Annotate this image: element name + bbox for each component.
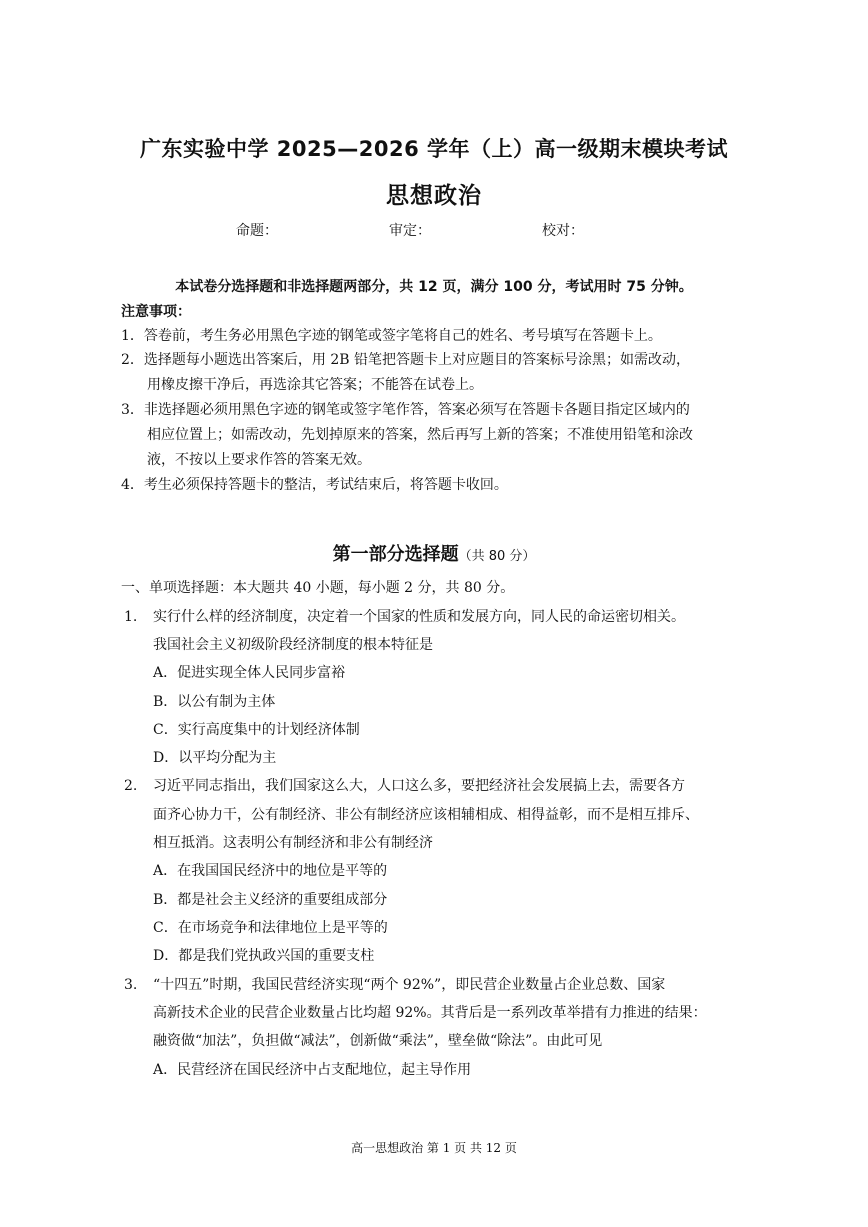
note-line: 2．选择题每小题选出答案后，用 2B 铅笔把答题卡上对应题目的答案标号涂黑；如需改动， <box>121 352 691 368</box>
note-line: 相应位置上；如需改动，先划掉原来的答案，然后再写上新的答案；不准使用铅笔和涂改 <box>147 427 693 443</box>
proofreader-label: 校对： <box>542 223 584 239</box>
option-b: B．都是社会主义经济的重要组成部分 <box>153 892 388 908</box>
note-line: 1．答卷前，考生务必用黑色字迹的钢笔或签字笔将自己的姓名、考号填写在答题卡上。 <box>121 328 662 344</box>
option-d: D．都是我们党执政兴国的重要支柱 <box>153 948 375 964</box>
reviewer-label: 审定： <box>389 223 431 239</box>
option-d: D．以平均分配为主 <box>153 750 277 766</box>
exam-title: 广东实验中学 2025—2026 学年（上）高一级期末模块考试 <box>139 137 728 161</box>
note-line: 用橡皮擦干净后，再选涂其它答案；不能答在试卷上。 <box>147 377 483 393</box>
option-a: A．促进实现全体人民同步富裕 <box>153 665 346 681</box>
question-number: 3. <box>124 977 138 993</box>
section-score: （共 80 分） <box>458 549 536 564</box>
setter-label: 命题： <box>236 223 278 239</box>
exam-intro: 本试卷分选择题和非选择题两部分，共 12 页，满分 100 分，考试用时 75 分钟。 <box>175 279 693 295</box>
question-stem-line: 高新技术企业的民营企业数量占比均超 92%。其背后是一系列改革举措有力推进的结果： <box>153 1005 707 1021</box>
notes-title: 注意事项： <box>121 304 191 320</box>
note-line: 4．考生必须保持答题卡的整洁，考试结束后，将答题卡收回。 <box>121 477 508 493</box>
page-footer: 高一思想政治 第 1 页 共 12 页 <box>351 1141 517 1155</box>
question-stem-line: 面齐心协力干，公有制经济、非公有制经济应该相辅相成、相得益彰，而不是相互排斥、 <box>153 807 699 823</box>
question-stem-line: 实行什么样的经济制度，决定着一个国家的性质和发展方向，同人民的命运密切相关。 <box>153 609 685 625</box>
question-stem-line: 我国社会主义初级阶段经济制度的根本特征是 <box>153 637 433 653</box>
section-instruction: 一、单项选择题：本大题共 40 小题，每小题 2 分，共 80 分。 <box>121 580 515 596</box>
question-stem-line: “十四五”时期，我国民营经济实现“两个 92%”，即民营企业数量占企业总数、国家 <box>153 977 666 993</box>
note-line: 液，不按以上要求作答的答案无效。 <box>147 452 371 468</box>
option-a: A．在我国国民经济中的地位是平等的 <box>153 863 388 879</box>
question-stem-line: 相互抵消。这表明公有制经济和非公有制经济 <box>153 835 433 851</box>
option-a: A．民营经济在国民经济中占支配地位，起主导作用 <box>153 1062 472 1078</box>
option-c: C．实行高度集中的计划经济体制 <box>153 722 360 738</box>
option-b: B．以公有制为主体 <box>153 694 276 710</box>
question-stem-line: 融资做“加法”，负担做“减法”，创新做“乘法”，壁垒做“除法”。由此可见 <box>153 1033 603 1049</box>
question-number: 1. <box>124 609 138 625</box>
question-stem-line: 习近平同志指出，我们国家这么大，人口这么多，要把经济社会发展搞上去，需要各方 <box>153 778 685 794</box>
question-number: 2. <box>124 778 138 794</box>
subject-title: 思想政治 <box>386 183 482 209</box>
note-line: 3．非选择题必须用黑色字迹的钢笔或签字笔作答，答案必须写在答题卡各题目指定区域内的 <box>121 402 690 418</box>
section-heading <box>0 540 868 566</box>
option-c: C．在市场竞争和法律地位上是平等的 <box>153 920 388 936</box>
section-title: 第一部分选择题 <box>332 544 459 565</box>
